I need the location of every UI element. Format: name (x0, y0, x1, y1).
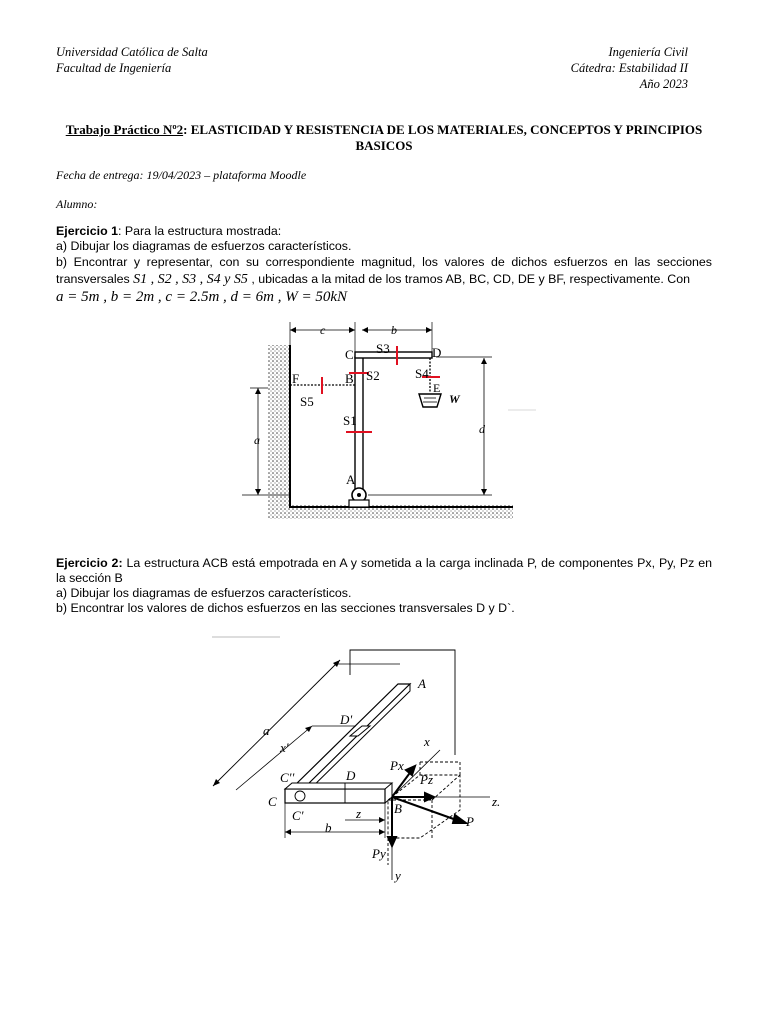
exercise-2 (56, 556, 712, 616)
label-s5: S5 (300, 394, 314, 409)
ex1-values: a = 5m , b = 2m , c = 2.5m , d = 6m , W = 50kN (56, 289, 348, 305)
exercise-1 (56, 224, 712, 305)
label-c: C (345, 347, 354, 362)
fig2-dim-xprime: x' (280, 740, 289, 755)
beam-cd (355, 352, 432, 358)
header-left (56, 44, 208, 76)
wall-support (268, 345, 290, 515)
fig2-label-b: B (394, 801, 402, 816)
year: Año 2023 (639, 77, 688, 91)
label-s4: S4 (415, 366, 429, 381)
fig2-label-a-point: A (418, 676, 426, 691)
title-text: : ELASTICIDAD Y RESISTENCIA DE LOS MATERIALES, CONCEPTOS Y PRINCIPIOS BASICOS (183, 122, 703, 153)
delivery-date: Fecha de entrega: 19/04/2023 – plataforma Moodle (56, 168, 307, 182)
career-name: Ingeniería Civil (608, 45, 688, 59)
fig2-label-d: D (346, 768, 356, 783)
label-s3: S3 (376, 341, 390, 356)
fig2-label-cp: C' (292, 808, 304, 823)
student-label: Alumno: (56, 197, 98, 211)
label-b: B (345, 371, 354, 386)
fig2-axis-y: y (395, 868, 401, 883)
fig2-dim-b: b (325, 820, 332, 835)
dim-b: b (391, 323, 397, 337)
figure-1-frame-structure (240, 318, 540, 528)
ex2-item-b: b) Encontrar los valores de dichos esfuerzos en las secciones transversales D y D`. (56, 601, 515, 615)
fig2-label-pz: Pz (420, 772, 433, 787)
label-s1: S1 (343, 413, 357, 428)
label-a: A (346, 472, 356, 487)
dim-a: a (254, 433, 260, 447)
ex1-intro: : Para la estructura mostrada: (118, 224, 282, 238)
header-right (571, 44, 688, 92)
faculty-name: Facultad de Ingeniería (56, 61, 172, 75)
fig2-dim-a: a (263, 723, 270, 738)
weight-block (419, 394, 441, 407)
fig2-axis-x: x (424, 734, 430, 749)
ex2-label: Ejercicio 2: (56, 556, 123, 570)
page-title (56, 122, 712, 154)
label-w: W (449, 392, 460, 406)
fig2-dim-z: z (356, 806, 362, 821)
fig2-label-px: Px (390, 758, 404, 773)
course-name: Cátedra: Estabilidad II (570, 61, 688, 75)
ex2-item-a: a) Dibujar los diagramas de esfuerzos característicos. (56, 586, 352, 600)
ex1-item-b1: b) Encontrar y representar, con su correspondiente magnitud, los valores de dichos esfuerzos en las secciones transversales (56, 255, 712, 286)
figure-2-cantilever-3d (200, 628, 530, 898)
fig2-label-p: P (466, 814, 474, 829)
label-s2: S2 (366, 368, 380, 383)
fig2-label-py: Py (372, 846, 386, 861)
ex2-intro: La estructura ACB está empotrada en A y sometida a la carga inclinada P, de componentes Px, Py, Pz en la sección B (56, 556, 712, 585)
university-name: Universidad Católica de Salta (56, 45, 208, 59)
title-prefix: Trabajo Práctico Nº2 (65, 122, 184, 137)
fig2-label-cpp: C'' (280, 770, 295, 785)
label-d: D (432, 345, 442, 360)
label-e: E (433, 381, 441, 395)
ex1-sections: S1 , S2 , S3 , S4 y S5 (133, 272, 248, 287)
label-f: F (292, 371, 300, 386)
dim-d: d (479, 422, 485, 436)
fig2-axis-z: z. (492, 794, 501, 809)
ex1-label: Ejercicio 1 (56, 224, 118, 238)
ex1-item-b2: , ubicadas a la mitad de los tramos AB, BC, CD, DE y BF, respectivamente. Con (251, 272, 690, 286)
fig2-label-dprime: D' (340, 712, 353, 727)
fig2-label-c: C (268, 794, 277, 809)
dim-c: c (320, 323, 326, 337)
ex1-item-a: a) Dibujar los diagramas de esfuerzos característicos. (56, 239, 352, 253)
